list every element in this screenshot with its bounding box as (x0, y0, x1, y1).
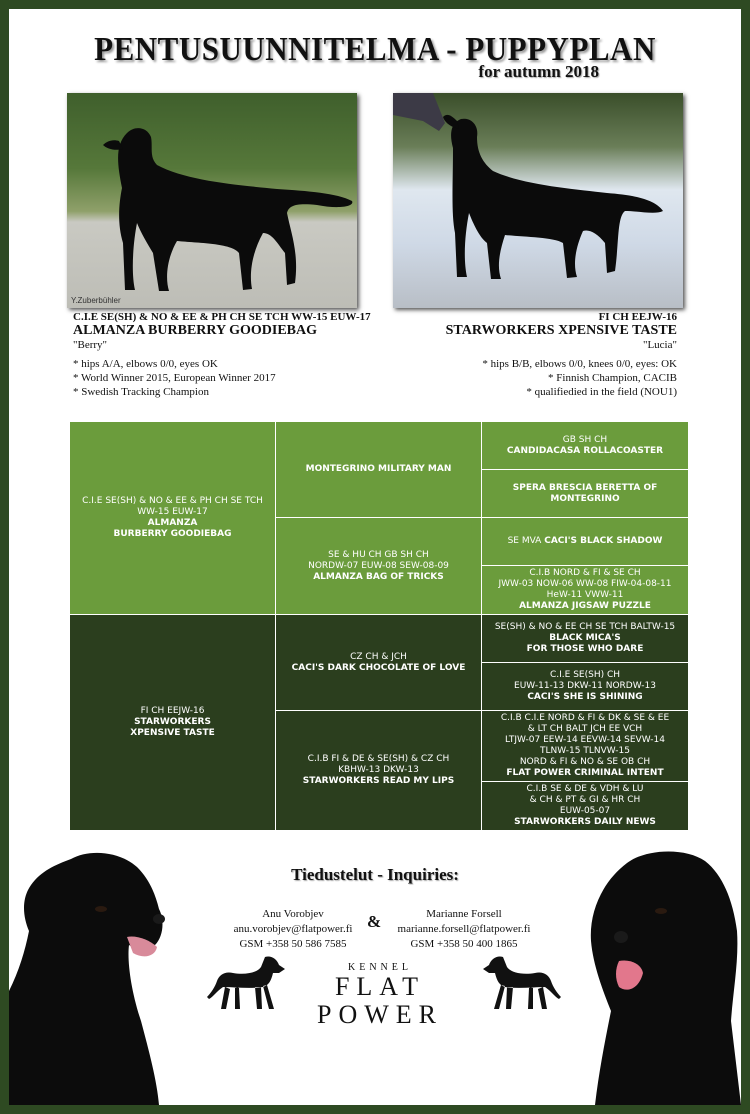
ped-titles: TLNW-15 TLNVW-15 (540, 746, 630, 756)
ped-name: CACI'S BLACK SHADOW (544, 536, 663, 546)
grandparent-cell (276, 422, 482, 518)
ped-name: BURBERRY GOODIEBAG (113, 529, 232, 539)
ped-titles: & CH & PT & GI & HR CH (529, 795, 641, 805)
dog-silhouette-icon (481, 953, 563, 1011)
sire-titles: FI CH EEJW-16 (598, 311, 677, 323)
dam-merits (73, 357, 393, 399)
photo-credit: Y.Zuberbühler (71, 296, 121, 305)
ped-titles: C.I.E SE(SH) CH (549, 670, 621, 680)
ped-name: STARWORKERS (134, 717, 211, 727)
merit-item: * hips B/B, elbows 0/0, knees 0/0, eyes: OK (482, 358, 677, 370)
contact-email[interactable]: marianne.forsell@flatpower.fi (397, 923, 531, 935)
ped-titles: SE MVA (507, 536, 542, 546)
dam-titles: C.I.E SE(SH) & NO & EE & PH CH SE TCH WW-15 EUW-17 (73, 311, 371, 323)
ped-name: MONTEGRINO (550, 493, 620, 504)
ped-name: CACI'S SHE IS SHINING (527, 692, 643, 702)
contact-card (223, 907, 363, 952)
great-grandparent-cell (482, 518, 689, 566)
sire-photo (393, 93, 683, 308)
contact-name: Marianne Forsell (426, 908, 502, 920)
kennel-name: FLAT POWER (317, 972, 443, 1029)
ped-name: CANDIDACASA ROLLACOASTER (506, 445, 664, 456)
merit-item: * World Winner 2015, European Winner 2017 (73, 372, 276, 384)
sire-merits (389, 357, 677, 399)
dam-call-name: "Berry" (73, 339, 108, 351)
poster (9, 9, 741, 1105)
contact-card (389, 907, 539, 952)
grandparent-cell (276, 711, 482, 831)
ped-name: MONTEGRINO MILITARY MAN (305, 464, 452, 474)
great-grandparent-cell (482, 470, 689, 518)
ped-titles: GB SH CH (562, 434, 608, 445)
inquiries-title: Tiedustelut - Inquiries: (291, 865, 459, 884)
ped-name: ALMANZA BAG OF TRICKS (313, 571, 444, 582)
great-grandparent-cell (482, 422, 689, 470)
ped-titles: CZ CH & JCH (350, 651, 407, 662)
ampersand: & (367, 912, 382, 931)
ped-name: FOR THOSE WHO DARE (526, 644, 644, 654)
ped-titles: NORD & FI & NO & SE OB CH (519, 757, 651, 767)
ped-name: CACI'S DARK CHOCOLATE OF LOVE (291, 662, 466, 673)
ped-titles: EUW-11-13 DKW-11 NORDW-13 (514, 681, 656, 691)
ped-titles: C.I.B NORD & FI & SE CH (529, 568, 641, 578)
sire-call-name: "Lucia" (642, 339, 677, 351)
great-grandparent-cell (482, 566, 689, 615)
ped-name: STARWORKERS READ MY LIPS (302, 776, 455, 786)
ped-titles: C.I.B C.I.E NORD & FI & DK & SE & EE (500, 713, 670, 723)
ped-titles: KBHW-13 DKW-13 (338, 765, 419, 775)
parent-dam-cell (70, 422, 276, 615)
ped-name: ALMANZA (147, 518, 198, 528)
page-subtitle: for autumn 2018 (478, 62, 599, 81)
ped-titles: & LT CH BALT JCH EE VCH (527, 724, 643, 734)
ped-titles: EUW-05-07 (559, 806, 611, 816)
ped-titles: C.I.B FI & DE & SE(SH) & CZ CH (307, 754, 450, 764)
great-grandparent-cell (482, 782, 689, 831)
ped-titles: SE & HU CH GB SH CH (328, 549, 429, 560)
ped-name: SPERA BRESCIA BERETTA OF (512, 482, 658, 493)
ped-titles: JWW-03 NOW-06 WW-08 FIW-04-08-11 (498, 579, 672, 589)
ped-name: ALMANZA JIGSAW PUZZLE (519, 601, 651, 611)
sire-name: STARWORKERS XPENSIVE TASTE (445, 323, 677, 338)
contact-name: Anu Vorobjev (262, 908, 324, 920)
ped-titles: C.I.B SE & DE & VDH & LU (526, 784, 644, 794)
grandparent-cell (276, 518, 482, 615)
ped-titles: NORDW-07 EUW-08 SEW-08-09 (308, 560, 449, 571)
ped-titles: HeW-11 VWW-11 (546, 590, 624, 600)
page-title: PENTUSUUNNITELMA - PUPPYPLAN (94, 29, 656, 68)
contact-email[interactable]: anu.vorobjev@flatpower.fi (233, 923, 353, 935)
ped-name: FLAT POWER CRIMINAL INTENT (506, 768, 664, 778)
great-grandparent-cell (482, 711, 689, 782)
contact-phone: GSM +358 50 586 7585 (239, 938, 347, 950)
kennel-label: KENNEL (348, 962, 412, 973)
dog-silhouette-icon (205, 953, 287, 1011)
merit-item: * Swedish Tracking Champion (73, 386, 209, 398)
ped-titles: LTJW-07 EEW-14 EEVW-14 SEVW-14 (505, 735, 665, 745)
merit-item: * qualifiedied in the field (NOU1) (526, 386, 677, 398)
ped-name: XPENSIVE TASTE (130, 728, 215, 738)
merit-item: * hips A/A, elbows 0/0, eyes OK (73, 358, 218, 370)
contact-phone: GSM +358 50 400 1865 (410, 938, 518, 950)
parent-sire-cell (70, 615, 276, 831)
great-grandparent-cell (482, 663, 689, 711)
ped-name: STARWORKERS DAILY NEWS (514, 817, 656, 827)
merit-item: * Finnish Champion, CACIB (548, 372, 677, 384)
sire-info (389, 311, 677, 399)
grandparent-cell (276, 615, 482, 711)
dam-photo (67, 93, 357, 308)
great-grandparent-cell (482, 615, 689, 663)
ped-name: BLACK MICA'S (549, 633, 621, 643)
pedigree-table (69, 421, 689, 831)
ped-titles: SE(SH) & NO & EE CH SE TCH BALTW-15 (494, 622, 676, 632)
kennel-logo (285, 962, 475, 1029)
ped-titles: FI CH EEJW-16 (140, 706, 205, 716)
dam-info (73, 311, 393, 399)
dam-name: ALMANZA BURBERRY GOODIEBAG (73, 323, 318, 338)
ped-titles: C.I.E SE(SH) & NO & EE & PH CH SE TCH WW-15 EUW-17 (82, 496, 263, 517)
